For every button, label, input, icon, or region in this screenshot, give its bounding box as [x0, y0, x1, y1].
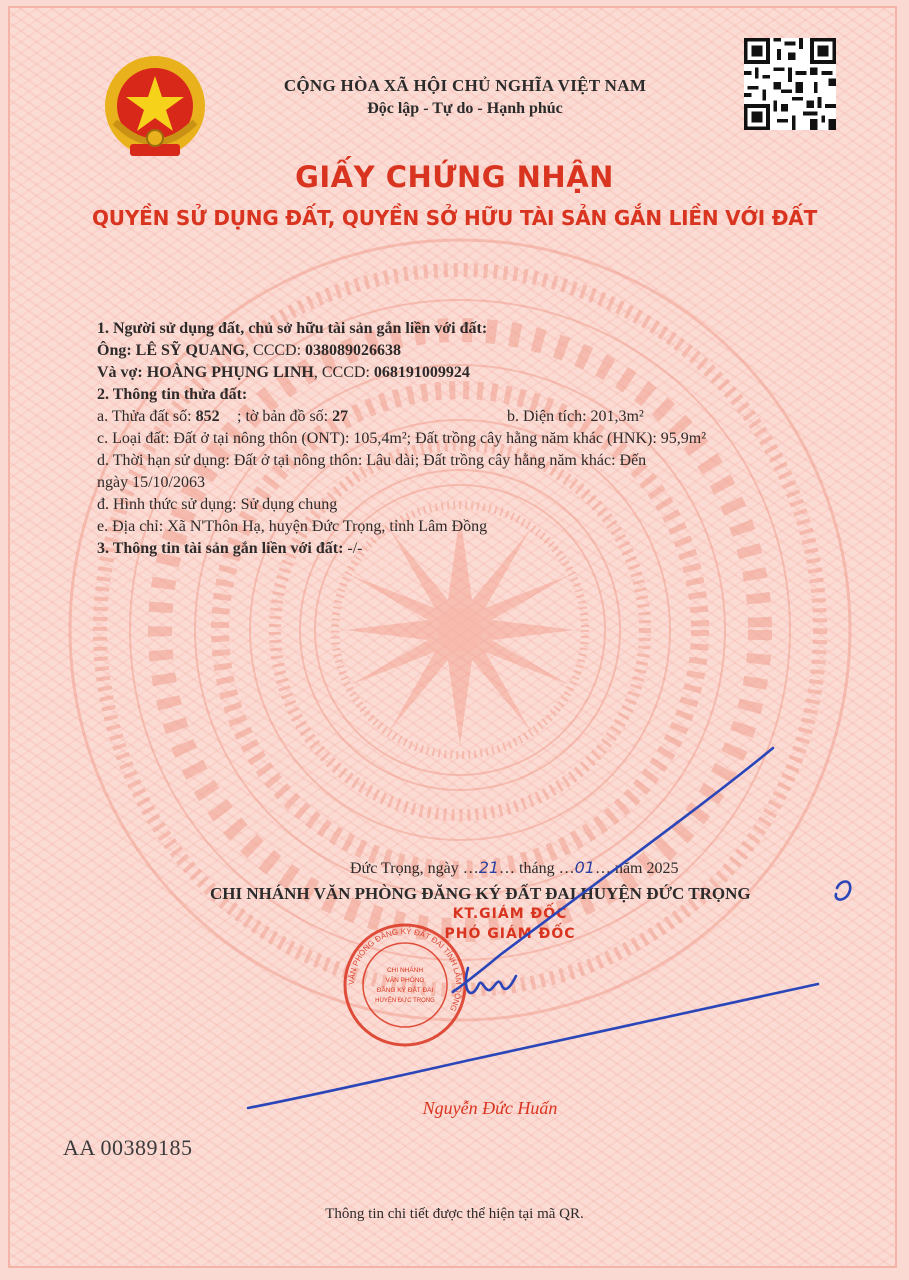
- national-motto: Độc lập - Tự do - Hạnh phúc: [367, 100, 563, 117]
- signer-name: Nguyễn Đức Huấn: [422, 1098, 558, 1118]
- signature: [240, 740, 880, 1120]
- svg-text:VĂN PHÒNG ĐĂNG KÝ ĐẤT ĐAI TỈNH: VĂN PHÒNG ĐĂNG KÝ ĐẤT ĐAI TỈNH LÂM ĐỒNG: [346, 926, 464, 1013]
- svg-text:VĂN PHÒNG: VĂN PHÒNG: [385, 977, 425, 984]
- issue-date: Đức Trọng, ngày …21… tháng …01… năm 2025: [350, 858, 679, 877]
- director-title: KT.GIÁM ĐỐC: [452, 906, 568, 922]
- deputy-director-title: PHÓ GIÁM ĐỐC: [444, 926, 576, 942]
- usage-term-line-2: ngày 15/10/2063: [97, 474, 205, 491]
- section2-heading: 2. Thông tin thửa đất:: [97, 386, 248, 403]
- certificate-body: [97, 318, 857, 560]
- serial-number: AA 00389185: [63, 1135, 193, 1160]
- area-text: b. Diện tích: 201,3m²: [507, 408, 644, 425]
- spouse-name: HOÀNG PHỤNG LINH: [146, 364, 314, 381]
- usage-form-line: đ. Hình thức sử dụng: Sử dụng chung: [97, 496, 338, 513]
- certificate-title: GIẤY CHỨNG NHẬN: [295, 160, 614, 194]
- certificate-subtitle: QUYỀN SỬ DỤNG ĐẤT, QUYỀN SỞ HỮU TÀI SẢN GẮN LIỀN VỚI ĐẤT: [91, 206, 818, 230]
- parcel-line: a. Thửa đất số: 852 ; tờ bản đồ số: 27 b. Diện tích: 201,3m²: [97, 408, 644, 425]
- spouse-line: Và vợ: HOÀNG PHỤNG LINH, CCCD: 068191009924: [97, 364, 470, 381]
- owner-id: 038089026638: [305, 342, 402, 359]
- owner-name: LÊ SỸ QUANG: [135, 342, 246, 359]
- issuing-office: CHI NHÁNH VĂN PHÒNG ĐĂNG KÝ ĐẤT ĐAI HUYỆN ĐỨC TRỌNG: [210, 884, 751, 903]
- section1-heading: 1. Người sử dụng đất, chủ sở hữu tài sản gắn liền với đất:: [97, 320, 488, 337]
- issue-month: 01: [574, 858, 595, 877]
- parcel-number: 852: [195, 408, 220, 425]
- issue-day: 21: [478, 858, 500, 877]
- national-emblem-icon: [100, 52, 210, 164]
- section3-heading: 3. Thông tin tài sản gắn liền với đất:: [97, 540, 344, 557]
- usage-term-line: d. Thời hạn sử dụng: Đất ở tại nông thôn: Lâu dài; Đất trồng cây hằng năm khác: Đến: [97, 452, 647, 469]
- map-sheet-number: 27: [332, 408, 349, 425]
- qr-code-icon: [744, 38, 836, 130]
- spouse-id: 068191009924: [373, 364, 470, 381]
- qr-footnote: Thông tin chi tiết được thể hiện tại mã QR.: [325, 1206, 584, 1222]
- owner-line: Ông: LÊ SỸ QUANG, CCCD: 038089026638: [97, 342, 402, 359]
- land-type-line: c. Loại đất: Đất ở tại nông thôn (ONT): 105,4m²; Đất trồng cây hằng năm khác (HNK): 95,9m²: [97, 430, 707, 447]
- section3-line: 3. Thông tin tài sản gắn liền với đất: -/-: [97, 540, 363, 557]
- svg-text:CHI NHÁNH: CHI NHÁNH: [386, 967, 424, 974]
- country-name: CỘNG HÒA XÃ HỘI CHỦ NGHĨA VIỆT NAM: [283, 76, 647, 95]
- address-line: e. Địa chỉ: Xã N'Thôn Hạ, huyện Đức Trọng, tỉnh Lâm Đồng: [97, 518, 488, 535]
- svg-text:HUYỆN ĐỨC TRỌNG: HUYỆN ĐỨC TRỌNG: [375, 998, 435, 1004]
- svg-text:ĐĂNG KÝ ĐẤT ĐAI: ĐĂNG KÝ ĐẤT ĐAI: [376, 987, 434, 994]
